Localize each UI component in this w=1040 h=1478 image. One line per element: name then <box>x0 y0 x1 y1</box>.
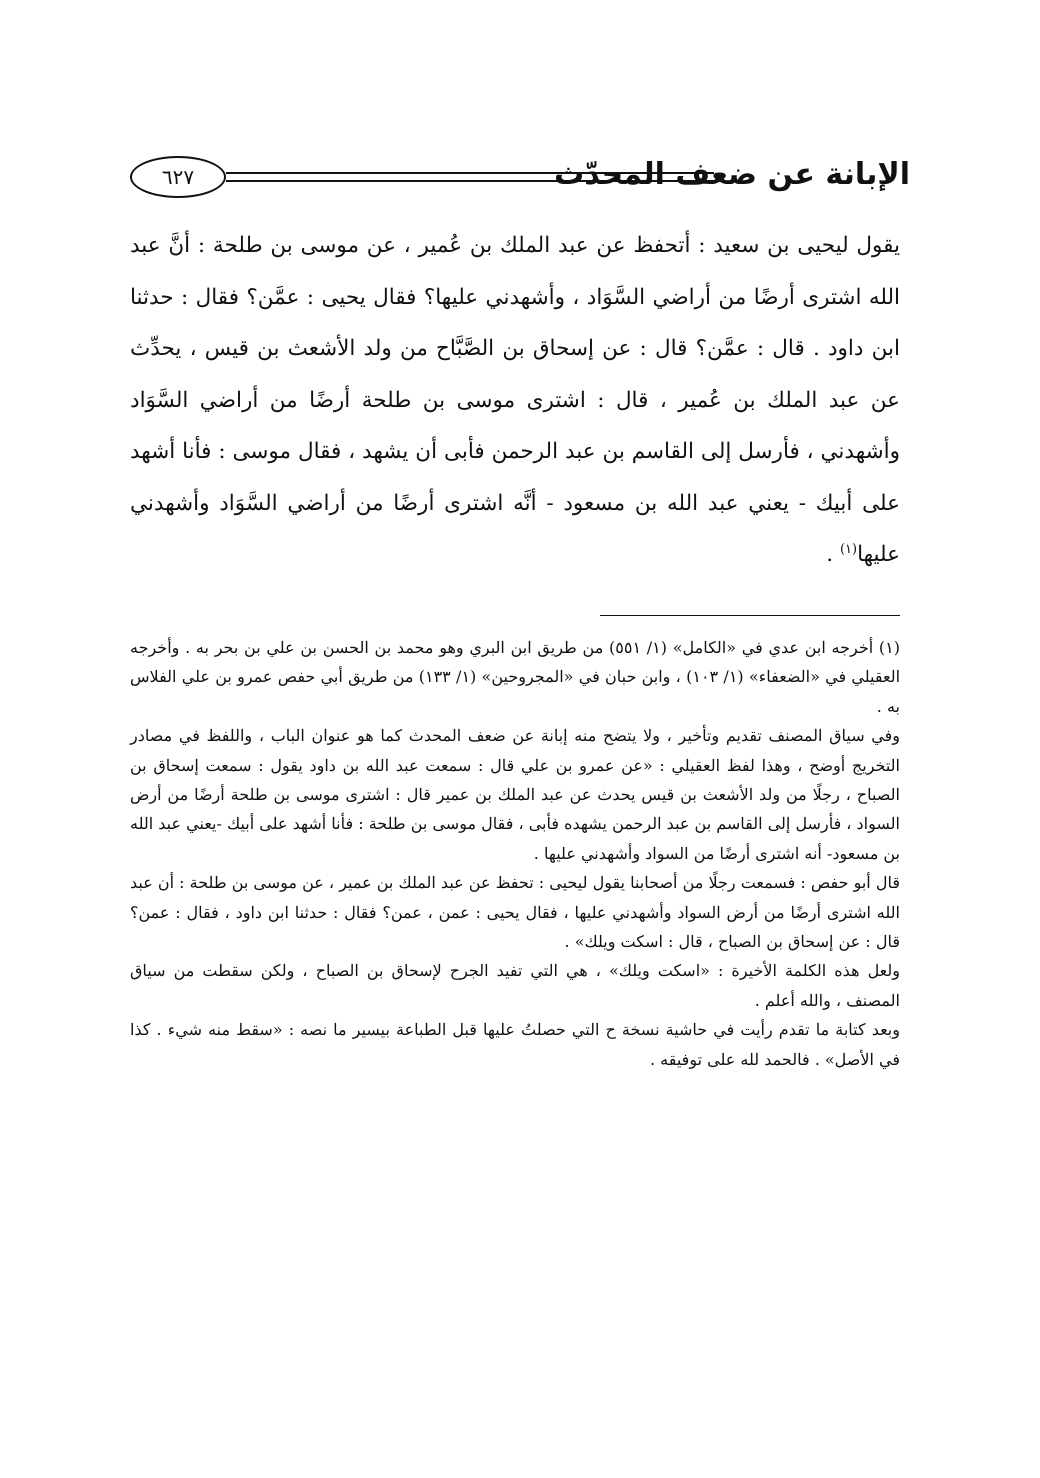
footnote-1-text: أخرجه ابن عدي في «الكامل» (١/ ٥٥١) من طريق ابن البري وهو محمد بن الحسن بن علي بن بحر به . وأخرجه العقيلي في «الضعفاء» (١/ ١٠٣) ، وابن حبان في «المجروحين» (١/ ١٣٣) من طريق أبي حفص عمرو بن علي الفلاس به . <box>130 638 901 716</box>
footnote-1-marker: (١) <box>878 638 901 657</box>
footnote-paragraph: قال أبو حفص : فسمعت رجلًا من أصحابنا يقول ليحيى : تحفظ عن عبد الملك بن عمير ، عن موسى بن طلحة : أن عبد الله اشترى أرضًا من أرض السواد وأشهدني عليها ، فقال يحيى : عمن ، عمن؟ فقال : حدثنا ابن داود ، فقال : عمن؟ قال : عن إسحاق بن الصباح ، قال : اسكت ويلك» . <box>130 873 900 952</box>
main-paragraph <box>130 220 900 581</box>
running-title: الإبانة عن ضعف المحدّث <box>554 157 910 192</box>
main-paragraph-text: يقول ليحيى بن سعيد : أتحفظ عن عبد الملك بن عُمير ، عن موسى بن طلحة : أنَّ عبد الله اشترى أرضًا من أراضي السَّوَاد ، وأشهدني عليها؟ فقال يحيى : عمَّن؟ فقال : حدثنا ابن داود . قال : عمَّن؟ قال : عن إسحاق بن الصَّبَّاح من ولد الأشعث بن قيس ، يحدِّث عن عبد الملك بن عُمير ، قال : اشترى موسى بن طلحة أرضًا من أراضي السَّوَاد وأشهدني ، فأرسل إلى القاسم بن عبد الرحمن فأبى أن يشهد ، فقال موسى : فأنا أشهد على أبيك - يعني عبد الله بن مسعود - أنَّه اشترى أرضًا من أراضي السَّوَاد وأشهدني عليها <box>130 233 900 567</box>
main-text <box>130 220 900 581</box>
main-paragraph-end: . <box>826 542 840 567</box>
footnote-reference: (١) <box>839 541 858 557</box>
footnote-paragraph: وفي سياق المصنف تقديم وتأخير ، ولا يتضح منه إبانة عن ضعف المحدث كما هو عنوان الباب ، واللفظ في مصادر التخريج أوضح ، وهذا لفظ العقيلي : «عن عمرو بن علي قال : سمعت عبد الله بن داود يقول : سمعت إسحاق بن الصباح ، رجلًا من ولد الأشعث بن قيس يحدث عن عبد الملك بن عمير قال : اشترى موسى بن طلحة أرضًا من أرض السواد ، فأرسل إلى القاسم بن عبد الرحمن يشهده فأبى ، فقال موسى بن طلحة : فأنا أشهد على أبيك -يعني عبد الله بن مسعود- أنه اشترى أرضًا من السواد وأشهدني عليها . <box>130 726 901 863</box>
footnote-separator <box>600 615 900 616</box>
page-header <box>130 150 910 206</box>
footnote-paragraph: ولعل هذه الكلمة الأخيرة : «اسكت ويلك» ، هي التي تفيد الجرح لإسحاق بن الصباح ، ولكن سقطت من سياق المصنف ، والله أعلم . <box>130 961 901 1010</box>
footnote-paragraph: وبعد كتابة ما تقدم رأيت في حاشية نسخة ح التي حصلتُ عليها قبل الطباعة بيسير ما نصه : «سقط منه شيء . كذا في الأصل» . فالحمد لله على توفيقه . <box>130 1020 900 1069</box>
footnotes <box>130 633 900 1074</box>
page-number: ٦٢٧ <box>130 156 226 198</box>
footnote-1 <box>130 633 900 721</box>
